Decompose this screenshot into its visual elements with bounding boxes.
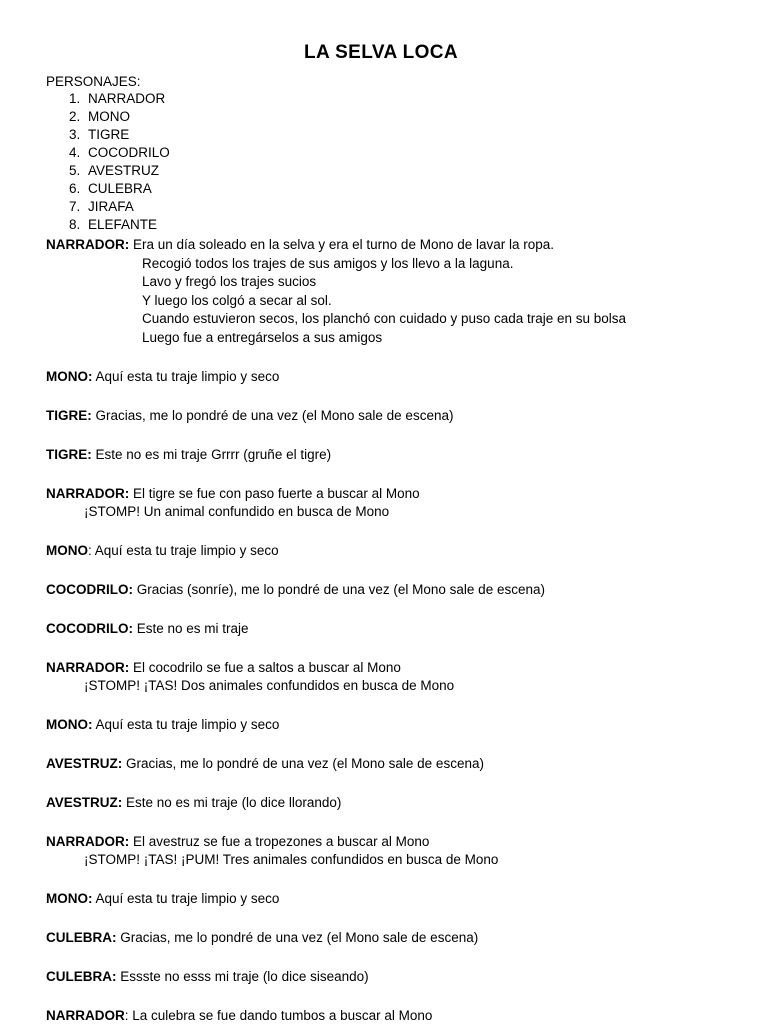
dialogue-text: Aquí esta tu traje limpio y seco — [95, 717, 280, 732]
narration-continuation-4: Cuando estuvieron secos, los planchó con cuidado y puso cada traje en su bolsa — [142, 311, 627, 326]
dialogue-line — [46, 446, 716, 464]
dialogue-text: Aquí esta tu traje limpio y seco — [95, 369, 280, 384]
speaker-label: MONO: — [46, 369, 93, 384]
dialogue-subline: ¡STOMP! ¡TAS! Dos animales confundidos en busca de Mono — [84, 678, 455, 693]
dialogue-subline: ¡STOMP! ¡TAS! ¡PUM! Tres animales confundidos en busca de Mono — [84, 852, 499, 867]
dialogue-line — [46, 581, 716, 599]
list-item: 7. JIRAFA — [84, 198, 716, 216]
dialogue-text: Este no es mi traje Grrrr (gruñe el tigre) — [95, 447, 332, 462]
speaker-label: NARRADOR: — [46, 237, 130, 252]
narration-continuation-3: Y luego los colgó a secar al sol. — [142, 292, 332, 308]
dialogue-text: Essste no esss mi traje (lo dice siseando) — [120, 969, 369, 984]
speaker-label: CULEBRA: — [46, 930, 117, 945]
speaker-label: MONO: — [46, 891, 93, 906]
dialogue-line — [46, 620, 716, 638]
dialogue-text: Gracias (sonríe), me lo pondré de una vez (el Mono sale de escena) — [136, 582, 545, 597]
speaker-label: NARRADOR — [46, 1008, 125, 1023]
speaker-label: TIGRE: — [46, 447, 92, 462]
speaker-label: NARRADOR: — [46, 834, 130, 849]
dialogue-subline: ¡STOMP! Un animal confundido en busca de Mono — [84, 504, 390, 519]
dialogue-line — [46, 485, 716, 503]
opening-narration — [46, 236, 716, 255]
dialogue-line — [46, 1007, 716, 1025]
cast-heading: PERSONAJES: — [46, 74, 141, 89]
dialogue-text: El cocodrilo se fue a saltos a buscar al Mono — [133, 660, 401, 675]
dialogue-line — [46, 407, 716, 425]
list-item: 8. ELEFANTE — [84, 216, 716, 234]
speaker-label: MONO: — [46, 717, 93, 732]
page-title: LA SELVA LOCA — [303, 42, 459, 63]
dialogue-line — [46, 968, 716, 986]
dialogue-line — [46, 542, 716, 560]
dialogue-line — [46, 929, 716, 947]
dialogue-line — [46, 890, 716, 908]
dialogue-text: El avestruz se fue a tropezones a buscar al Mono — [133, 834, 430, 849]
dialogue-line — [46, 716, 716, 734]
speaker-label: COCODRILO: — [46, 621, 133, 636]
dialogue-line — [46, 368, 716, 386]
list-item: 5. AVESTRUZ — [84, 162, 716, 180]
speaker-label: NARRADOR: — [46, 660, 130, 675]
list-item: 3. TIGRE — [84, 126, 716, 144]
dialogue-text: El tigre se fue con paso fuerte a buscar al Mono — [133, 486, 420, 501]
speaker-label: COCODRILO: — [46, 582, 133, 597]
dialogue-text: Aquí esta tu traje limpio y seco — [95, 891, 280, 906]
list-item: 2. MONO — [84, 108, 716, 126]
dialogue-text: Gracias, me lo pondré de una vez (el Mono sale de escena) — [126, 756, 484, 771]
list-item: 4. COCODRILO — [84, 144, 716, 162]
speaker-label: MONO — [46, 543, 88, 558]
dialogue-text: Gracias, me lo pondré de una vez (el Mono sale de escena) — [95, 408, 454, 423]
dialogue-line — [46, 659, 716, 677]
list-item: 1. NARRADOR — [84, 90, 716, 108]
narration-continuation-5: Luego fue a entregárselos a sus amigos — [142, 329, 383, 345]
dialogue-text: Este no es mi traje (lo dice llorando) — [126, 795, 342, 810]
dialogue-text: Era un día soleado en la selva y era el turno de Mono de lavar la ropa. — [133, 237, 555, 252]
dialogue-text: : La culebra se fue dando tumbos a buscar al Mono — [124, 1008, 433, 1023]
speaker-label: AVESTRUZ: — [46, 756, 123, 771]
speaker-label: TIGRE: — [46, 408, 92, 423]
dialogue-line — [46, 833, 716, 851]
speaker-label: AVESTRUZ: — [46, 795, 123, 810]
speaker-label: CULEBRA: — [46, 969, 117, 984]
narration-continuation-2: Lavo y fregó los trajes sucios — [142, 274, 317, 289]
list-item: 6. CULEBRA — [84, 180, 716, 198]
dialogue-text: : Aquí esta tu traje limpio y seco — [88, 543, 279, 558]
dialogue-text: Este no es mi traje — [136, 621, 249, 636]
cast-list — [46, 90, 716, 234]
dialogue-text: Gracias, me lo pondré de una vez (el Mono sale de escena) — [120, 930, 479, 945]
narration-continuation-1: Recogió todos los trajes de sus amigos y los llevo a la laguna. — [142, 255, 514, 271]
speaker-label: NARRADOR: — [46, 486, 130, 501]
dialogue-line — [46, 755, 716, 773]
dialogue-line — [46, 794, 716, 812]
